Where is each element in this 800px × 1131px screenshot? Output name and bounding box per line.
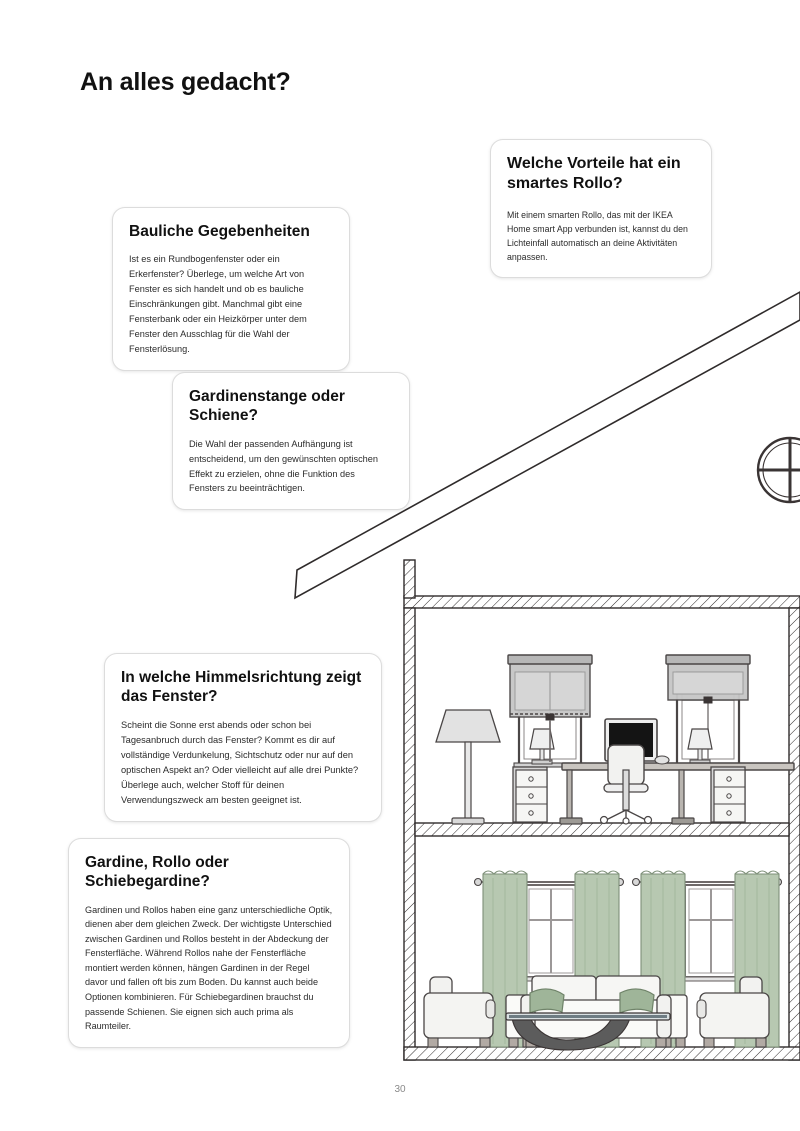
living-window-right [679,885,743,981]
callout-gardinenstange-oder-schiene [172,372,410,510]
ground-floor-slab [404,1047,800,1060]
callout-body: Gardinen und Rollos haben eine ganz unterschiedliche Optik, dienen aber dem gleichen Zweck. Der wichtigste Unterschied zwischen Gardinen und Rollos besteht in der Abdeckung der Fensterfläche. Während Rollos nahe der Fensterfläche montiert werden können, hängen Gardinen in der Regel davor und fallen oft bis zum Boden. Du kannst auch beide Optionen kombinieren. Für Schiebegardinen brauchst du passende Schienen. Sie eignen sich auch prima als Raumteiler. [85,904,333,1032]
office-chair [601,745,652,824]
drawer-unit-right [711,767,745,822]
callout-smartes-rollo [490,139,712,278]
callout-bauliche-gegebenheiten [112,207,350,371]
callout-heading: In welche Himmelsrichtung zeigt das Fenster? [121,669,362,706]
cushion-right [620,989,654,1013]
gable-wall-stub [404,560,415,598]
floor-lamp [436,710,500,824]
callout-himmelsrichtung [104,653,382,822]
round-gable-window [758,438,800,502]
callout-heading: Bauliche Gegebenheiten [129,223,310,240]
mid-floor-slab [415,823,789,836]
callout-gardine-rollo-schiebegardine [68,838,350,1048]
living-window-left [519,885,583,981]
roller-blind-right [666,655,750,703]
callout-heading: Welche Vorteile hat ein smartes Rollo? [507,155,681,192]
callout-heading: Gardinenstange oder Schiene? [189,388,345,425]
armchair-right [697,977,769,1047]
callout-body: Scheint die Sonne erst abends oder schon bei Tagesanbruch durch das Fenster? Kommt es dir auf vollständige Verdunkelung, Sichtschutz oder nur auf den optischen Aspekt an? Oder vielleicht auf alle drei Punkte? Überlege auch, welcher Stoff für deinen Verwendungszweck am besten geeignet ist. [121,719,359,805]
attic-floor-slab [404,596,800,608]
callout-body: Die Wahl der passenden Aufhängung ist entscheidend, um den gewünschten optischen Effekt zu erzielen, ohne die Funktion des Fensters zu beeinträchtigen. [189,438,378,494]
page-title: An alles gedacht? [80,68,291,96]
mouse [655,756,669,764]
callout-body: Ist es ein Rundbogenfenster oder ein Erkerfenster? Überlege, um welche Art von Fenster es sich handelt und ob es bauliche Einschränkungen gibt. Manchmal gibt eine Fensterbank oder ein Heizkörper unter dem Fenster den Ausschlag für die Wahl der Fensterlösung. [129,254,307,354]
drawer-unit-left [513,767,547,822]
cushion-left [530,989,564,1013]
left-exterior-wall [404,608,415,1060]
callout-body: Mit einem smarten Rollo, das mit der IKEA Home smart App verbunden ist, kannst du den Lichteinfall automatisch an deine Aktivitäten anpassen. [507,210,688,263]
desk [560,763,794,824]
page-number: 30 [394,1084,406,1095]
right-exterior-wall [789,608,800,1060]
callout-heading: Gardine, Rollo oder Schiebegardine? [85,854,229,891]
